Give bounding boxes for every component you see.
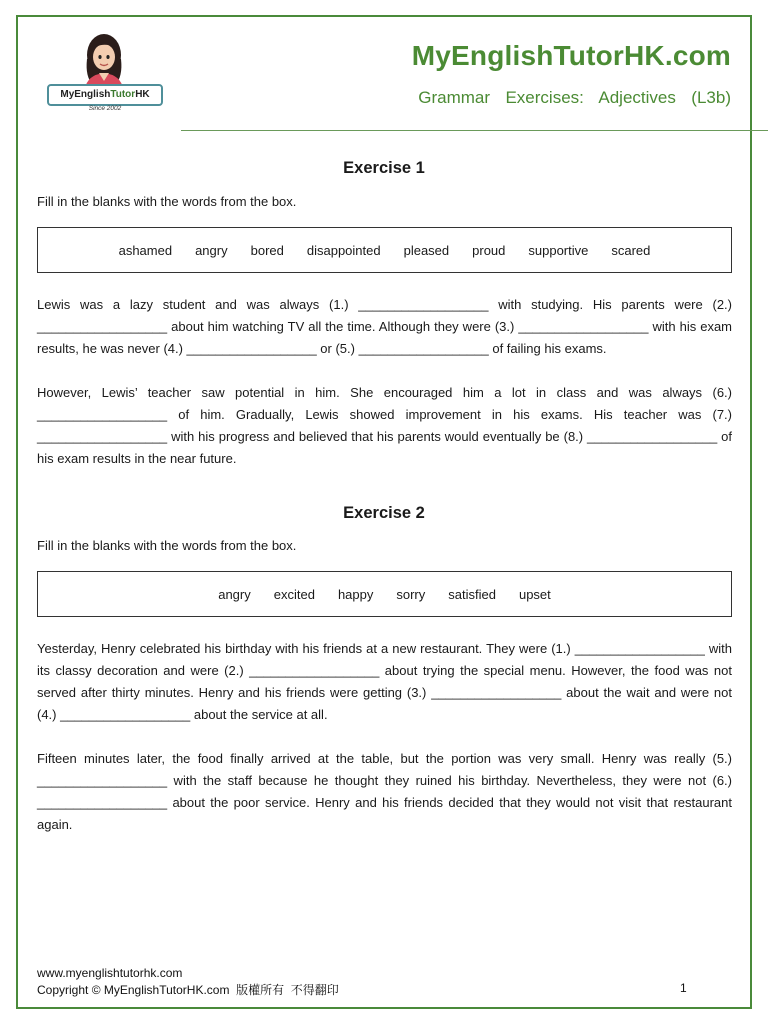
exercise1-paragraph1: Lewis was a lazy student and was always (1.) __________________ with studying. His parents were (2.) __________________ about him watching TV all the time. Although they were (3.) __________________ with his exam results, he was never (4.) __________________ or (5.) __________________ of failing his exams. [37,297,732,356]
exercise1-word-box [37,227,732,273]
logo [47,33,165,115]
exercise2-paragraph2: Fifteen minutes later, the food finally arrived at the table, but the portion was very small. Henry was really (5.) __________________ with the staff because he thought they ruined his birthday. Nevertheless, they were not (6.) __________________ about the poor service. Henry and his friends decided that they would not visit that restaurant again. [37,751,732,832]
word-box-item: happy [337,586,374,602]
logo-since: Since 2002 [88,105,122,112]
word-box-item: scared [611,242,651,258]
page-number: 1 [680,981,687,995]
site-title: MyEnglishTutorHK.com [411,40,731,71]
word-box-item: angry [218,586,251,602]
header-divider [181,130,768,131]
exercise2-title: Exercise 2 [343,504,425,522]
word-box-item: satisfied [448,586,496,602]
logo-badge: MyEnglishTutorHK [47,84,163,106]
word-box-item: pleased [403,242,450,258]
exercise2-word-box [37,571,732,617]
word-box-item: bored [250,242,284,258]
exercise2-instruction: Fill in the blanks with the words from the box. [37,538,297,553]
exercise2-paragraph1: Yesterday, Henry celebrated his birthday with his friends at a new restaurant. They were (1.) __________________ with its classy decoration and were (2.) __________________ about trying the special menu. However, the food was not served after thirty minutes. Henry and his friends were getting (3.) __________________ about the wait and were not (4.) __________________ about the service at all. [37,641,732,722]
exercise1-paragraph2: However, Lewis’ teacher saw potential in him. She encouraged him a lot in class and was always (6.) __________________ of him. Gradually, Lewis showed improvement in his exams. His teacher was (7.) __________________ with his progress and believed that his parents would eventually be (8.) __________________ of his exam results in the near future. [37,385,732,466]
footer-copyright: Copyright © MyEnglishTutorHK.com 版權所有 不得翻印 [37,983,339,997]
word-box-item: excited [273,586,315,602]
footer-url[interactable]: www.myenglishtutorhk.com [37,966,183,980]
word-box-item: sorry [396,586,426,602]
exercise1-title: Exercise 1 [343,159,425,177]
tutor-avatar-icon [47,33,165,89]
worksheet-subtitle: Grammar Exercises: Adjectives (L3b) [418,88,731,107]
word-box-item: disappointed [306,242,381,258]
word-box-item: angry [195,242,228,258]
word-box-item: ashamed [118,242,173,258]
word-box-item: supportive [528,242,589,258]
exercise1-instruction: Fill in the blanks with the words from the box. [37,194,297,209]
word-box-item: proud [472,242,506,258]
word-box-item: upset [518,586,551,602]
